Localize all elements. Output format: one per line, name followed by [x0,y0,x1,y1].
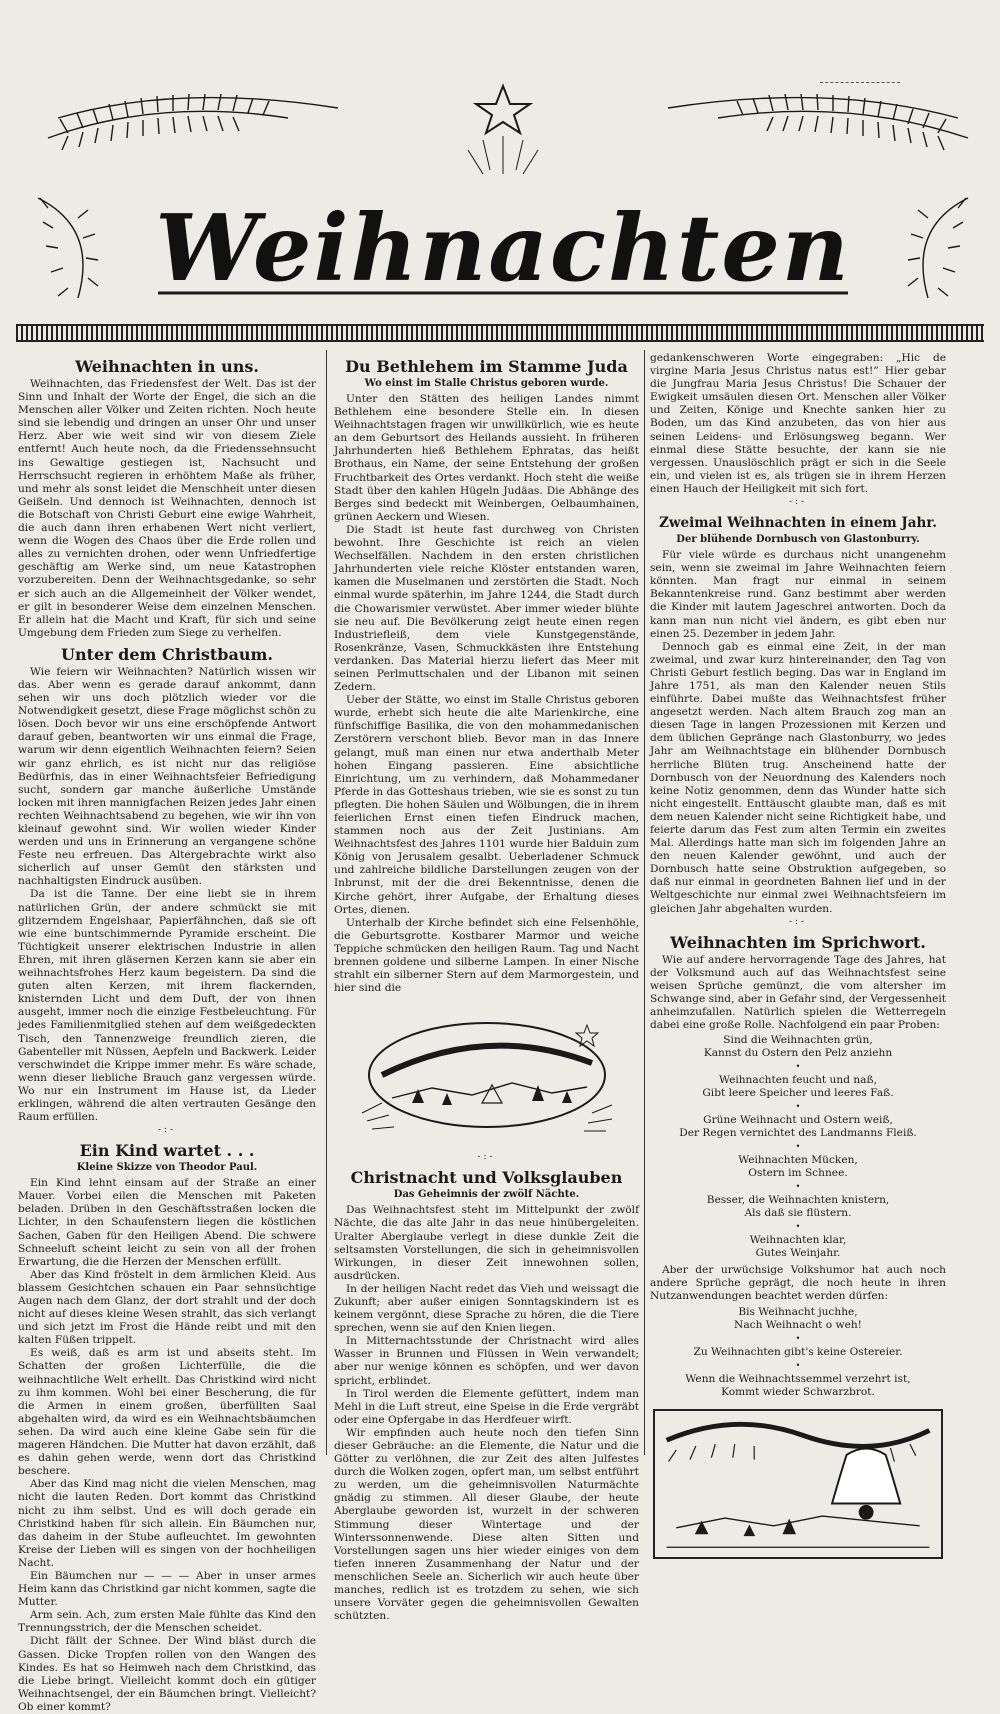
proverb [650,1034,946,1060]
winter-landscape-illustration [352,1003,622,1143]
proverb-line: Weihnachten Mücken, [738,1154,858,1167]
column-divider [326,350,327,1455]
proverb-line: Gutes Weinjahr. [755,1247,841,1260]
separator: -:- [157,1125,177,1136]
masthead [38,78,968,318]
proverb [650,1306,946,1332]
proverb [650,1234,946,1260]
separator: -:- [788,916,808,927]
proverb-line: Kommt wieder Schwarzbrot. [721,1385,875,1398]
article-paragraph: Wie auf andere hervorragende Tage des Jahres, hat der Volksmund auch auf das Weihnachtsfest seine weisen Sprüche gemünzt, die vom altersher im Schwange sind, aber in Gefahr sind, der Vergessenheit anheimzufallen. Natürlich spielen die Wetterregeln dabei eine große Rolle. Nachfolgend ein paar Proben: [650,953,946,1032]
article-paragraph: In Tirol werden die Elemente gefüttert, indem man Mehl in die Luft streut, eine Speise in die Erde vergräbt oder eine Opfergabe in das Herdfeuer wirft. [334,1387,639,1426]
proverb-line: Wenn die Weihnachtssemmel verzehrt ist, [685,1372,911,1385]
proverb-line: Grüne Weihnacht und Ostern weiß, [703,1114,893,1127]
bullet-dot: • [795,1333,801,1343]
masthead-title: Weihnachten [155,194,851,302]
ornamental-rule [16,324,984,342]
article-paragraph: Das Weihnachtsfest steht im Mittelpunkt der zwölf Nächte, die das alte Jahr in das neue hinübergeleiten. Uralter Aberglaube verlegt in diese dunkle Zeit die seltsamsten Vorstellungen, die sich in geheimnisvollen Wirkungen, in dieser Zeit innewohnen sollen, ausdrücken. [334,1204,639,1282]
article-title: Unter dem Christbaum. [61,644,273,664]
article-paragraph: Aber der urwüchsige Volkshumor hat auch noch andere Sprüche geprägt, die noch heute in ihren Nutzanwendungen beachtet werden dürfen: [650,1264,946,1303]
article-subtitle: Wo einst im Stalle Christus geboren wurde. [364,378,609,389]
article-title: Christnacht und Volksglauben [350,1168,623,1188]
article-title: Weihnachten in uns. [75,357,259,376]
article-paragraph: Dennoch gab es einmal eine Zeit, in der man zweimal, und zwar kurz hintereinander, den Tag von Christi Geburt festlich beging. Das war in England im Jahre 1751, als man den Kalender neuen Stils einführte. Dabei mußte das Weihnachtsfest früher angesetzt werden. Nach altem Brauch zog man an diesen Tage in langen Prozessionen mit Kerzen und dem üblichen Gepränge nach Glastonburry, wo jedes Jahr am Weihnachtstage ein blühender Dornbusch herrliche Blüten trug. Anscheinend hatte der Dornbusch von der Neuordnung des Kalenders noch keine Notiz genommen, denn das Wunder hatte sich nicht eingestellt. Enttäuscht glaubte man, daß es mit dem neuen Kalender nicht seine Richtigkeit habe, und feierte darum das Fest zum alten Termin ein zweites Mal. Allerdings hatte man sich im folgenden Jahre an den neuen Kalender gewöhnt, und auch der Dornbusch hatte seine Obstruktion aufgegeben, so daß nur einmal in geordneten Bahnen lief und in der Weltgeschichte nur einmal zwei Weihnachtsfeiern im gleichen Jahr abgehalten wurden. [650,640,946,915]
article-title: Ein Kind wartet . . . [79,1141,255,1161]
article-paragraph: Wie feiern wir Weihnachten? Natürlich wissen wir das. Aber wenn es gerade darauf ankommt, dann sehen wir uns doch plötzlich wieder vor die Notwendigkeit gesetzt, diese Frage möglichst schön zu lösen. Doch bevor wir uns eine erschöpfende Antwort darauf geben, beantworten wir uns einmal die Frage, warum wir denn eigentlich Weihnachten feiern? Seien wir ganz ehrlich, es ist nicht nur das religiöse Bedürfnis, das in einer Weihnachtsfeier Befriedigung sucht, sondern gar manche äußerliche Umstände locken mit ihren mannigfachen Reizen jedes Jahr einen rechten Weihnachtsabend zu begehen, wie wir ihn von kleinauf gewohnt sind. Wir wollen wieder Kinder werden und uns in Erinnerung an vergangene schöne Feste neu erfreuen. Das Altergebrachte wirkt also sicherlich auf unser Gemüt den stärksten und nachhaltigsten Eindruck ausüben. [18,665,316,888]
article-subtitle: Das Geheimnis der zwölf Nächte. [393,1189,580,1201]
proverb-line: Bis Weihnacht juchhe, [738,1305,858,1318]
proverb-line: Sind die Weihnachten grün, [723,1034,873,1047]
bullet-dot: • [795,1102,801,1112]
proverb-line: Als daß sie flüstern. [744,1207,852,1220]
proverb [650,1194,946,1220]
article-paragraph: Unter den Stätten des heiligen Landes nimmt Bethlehem eine besondere Stelle ein. In diesen Weihnachtstagen fragen wir unwillkürlich, wie es heute an dem Geburtsort des Heilands aussieht. In früheren Jahrhunderten hieß Bethlehem Ephratas, das heißt Brothaus, ein Name, der seine Entstehung der großen Fruchtbarkeit des Ortes verdankt. Hoch steht die weiße Stadt über den kahlen Hügeln Judäas. Die Abhänge des Berges sind bedeckt mit Weinbergen, Oelbaumhainen, grünen Aeckern und Wiesen. [334,393,639,523]
article-title: Zweimal Weihnachten in einem Jahr. [659,515,937,532]
article-paragraph: In Mitternachtsstunde der Christnacht wird alles Wasser in Brunnen und Flüssen in Wein verwandelt; aber nur wenige können es schöpfen, und wer davon spricht, erblindet. [334,1335,639,1387]
proverb-line: Besser, die Weihnachten knistern, [706,1194,890,1207]
proverb-line: Weihnachten klar, [749,1234,847,1247]
proverb-line: Gibt leere Speicher und leeres Faß. [702,1087,894,1100]
proverb-line: Zu Weihnachten gibt's keine Ostereier. [693,1345,903,1358]
article-subtitle: Kleine Skizze von Theodor Paul. [76,1162,258,1174]
article-paragraph: In der heiligen Nacht redet das Vieh und weissagt die Zukunft; aber außer einigen Sonntagskindern ist es keinem vergönnt, diese Sprache zu hören, die die Tiere sprechen, wenn sie auf den Knien liegen. [334,1282,639,1335]
separator: -:- [477,1152,496,1163]
article-paragraph: Da ist die Tanne. Der eine liebt sie in ihrem natürlichen Grün, der andere schmückt sie mit glitzerndem Engelshaar, Papierfähnchen, daß sie oft wie eine buntschimmernde Pyramide erscheint. Die Tüchtigkeit unserer elektrischen Industrie in allen Ehren, mit ihren gläsernen Kerzen kann sie aber ein weihnachtsfrohes Herz kaum begeistern. Da sind die guten alten Kerzen, mit ihrem flackernden, knisternden Licht und dem Duft, der von ihnen ausgeht, immer noch die einzige Festbeleuchtung. Für jedes Familienmitglied stehen auf dem weißgedeckten Tisch, den Tannenzweige freundlich zieren, die Gabenteller mit Nüssen, Aepfeln und Backwerk. Leider verschwindet die Krippe immer mehr. Es wäre schade, wenn dieser liebliche Brauch ganz vergessen würde. Wo nur ein Instrument im Hause ist, da Lieder erklingen, während die alten vertrauten Gesänge den Raum erfüllen. [18,888,316,1124]
bullet-dot: • [795,1182,801,1192]
column-3 [650,352,946,1452]
article-title: Du Bethlehem im Stamme Juda [345,357,628,376]
article-title: Weihnachten im Sprichwort. [670,932,926,952]
proverb-line: Kannst du Ostern den Pelz anziehn [703,1047,893,1060]
article-paragraph: Ueber der Stätte, wo einst im Stalle Christus geboren wurde, erhebt sich heute die alte Marienkirche, eine fünfschiffige Basilika, die von den mohammedanischen Zerstörern verschont blieb. Bevor man in das Innere gelangt, muß man einen nur etwa anderthalb Meter hohen Eingang passieren. Eine absichtliche Einrichtung, um zu verhindern, daß Mohammedaner Pferde in das Gotteshaus trieben, wie sie es sonst zu tun pflegten. Die hohen Säulen und Wölbungen, die in ihrem feierlichen Ernst einen tiefen Eindruck machen, stammen noch aus der Zeit Justinians. Am Weihnachtsfest des Jahres 1101 wurde hier Balduin zum König von Jerusalem gesalbt. Ueberladener Schmuck und zahlreiche bildliche Darstellungen zeugen von der Inbrunst, mit der die drei Bekenntnisse, denen die Kirche gehört, ihrer Aufgabe, der Erhaltung dieses Ortes, dienen. [334,694,639,916]
proverb [650,1373,946,1399]
article-paragraph: Weihnachten, das Friedensfest der Welt. Das ist der Sinn und Inhalt der Worte der Engel, die sich an die Menschen aller Völker und Zeiten richten. Noch heute sind sie lebendig und dringen an unser Ohr und unser Herz. Aber wie weit sind wir von diesem Ziele entfernt! Auch heute noch, da die Friedenssehnsucht ins Gewaltige gestiegen ist, Nachsucht und Herrschsucht regieren in erhöhtem Maße als früher, und mehr als sonst leidet die Menschheit unter diesen Geißeln. Und dennoch ist Weihnachten, dennoch ist die Botschaft von Christi Geburt eine ewige Wahrheit, die auch dann ihren erhabenen Wert nicht verliert, wenn die Wogen des Chaos über die Erde rollen und alles zu vernichten drohen, oder wenn Unfriedfertige geschäftig am Werke sind, um neue Katastrophen vorzubereiten. Denn der Weihnachtsgedanke, so sehr er sich auch an die Allgemeinheit der Völker wendet, er gilt in besonderer Weise dem einzelnen Menschen. Er allein hat die Macht und Kraft, für sich und seine Umgebung dem Frieden zum Siege zu verhelfen. [18,378,316,639]
bullet-dot: • [795,1062,801,1072]
article-subtitle: Der blühende Dornbusch von Glastonburry. [676,534,920,546]
proverb-line: Weihnachten feucht und naß, [719,1074,877,1087]
bell-illustration [653,1409,943,1559]
proverb-line: Nach Weihnacht o weh! [734,1318,862,1331]
proverb [650,1114,946,1140]
bullet-dot: • [795,1360,801,1370]
column-divider [644,350,645,1455]
article-paragraph: Die Stadt ist heute fast durchweg von Christen bewohnt. Ihre Geschichte ist reich an vielen Wechselfällen. Nachdem in den ersten christlichen Jahrhunderten viele reiche Klöster entstanden waren, kamen die Muselmanen und zerstörten die Stadt. Noch einmal wurde späterhin, im Jahre 1244, die Stadt durch die Chowarismier verwüstet. Aber immer wieder blühte sie neu auf. Die Bevölkerung zeigt heute einen regen Industriefleiß, dem viele Kunstgegenstände, Rosenkränze, Vasen, Schmuckkästen ihre Entstehung verdanken. Das Material hierzu liefert das Meer mit seinen Perlmuttschalen und der Libanon mit seinen Zedern. [334,523,639,694]
proverb [650,1074,946,1100]
separator: -:- [788,497,808,508]
article-paragraph: Arm sein. Ach, zum ersten Male fühlte das Kind den Trennungsstrich, der die Menschen scheidet. [18,1609,316,1635]
proverb [650,1154,946,1180]
proverb [650,1346,946,1359]
article-paragraph: Unterhalb der Kirche befindet sich eine Felsenhöhle, die Geburtsgrotte. Kostbarer Marmor und weiche Teppiche schmücken den heiligen Raum. Tag und Nacht brennen goldene und silberne Lampen. In einer Nische strahlt ein silberner Stern auf dem Marmorgestein, und hier sind die [334,916,639,995]
proverb-line: Der Regen vernichtet des Landmanns Fleiß. [679,1127,917,1140]
column-2 [334,352,639,1623]
article-paragraph: Für viele würde es durchaus nicht unangenehm sein, wenn sie zweimal im Jahre Weihnachten feiern könnten. Man fragt nur einmal in seinem Bekanntenkreise rund. Ganz bestimmt aber werden die Kinder mit lautem Jageschrei antworten. Doch da kann man nun nicht viel ändern, es gibt eben nur einen 25. Dezember in jedem Jahr. [650,549,946,640]
article-paragraph: Aber das Kind mag nicht die vielen Menschen, mag nicht die lauten Reden. Dort kommt das Christkind nicht zu ihm selbst. Und es will doch gerade ein Christkind haben für sich allein. Ein Bäumchen nur, das daheim in der Stube aufleuchtet. Im gewohnten Kreise der Lieben will es singen von der hochheiligen Nacht. [18,1478,316,1569]
article-paragraph: Es weiß, daß es arm ist und abseits steht. Im Schatten der großen Lichterfülle, die die weihnachtliche Welt erhellt. Das Christkind wird nicht zu ihm kommen. Wohl bei einer Bescherung, die für die Armen in einem großen, überfüllten Saal abgehalten wird, da wird es ein Weihnachtsbäumchen sehen. Da wird auch eine kleine Gabe sein für die mageren Händchen. Die Mutter hat davon erzählt, daß es dahin gehen werde, wenn dort das Christkind beschere. [18,1347,316,1478]
article-paragraph: Dicht fällt der Schnee. Der Wind bläst durch die Gassen. Dicke Tropfen rollen von den Wangen des Kindes. Es hat so Heimweh nach dem Christkind, das die Liebe bringt. Vielleicht kommt doch ein gütiger Weihnachtsengel, der ein Bäumchen bringt. Vielleicht? Ob einer kommt? [18,1635,316,1713]
bullet-dot: • [795,1142,801,1152]
article-paragraph: gedankenschweren Worte eingegraben: „Hic de virgine Maria Jesus Christus natus est!” Hier gebar die Jungfrau Maria Jesus Christus! Die Schauer der Ewigkeit umsäulen diesen Ort. Menschen aller Völker und Zeiten, Könige und Knechte sanken hier zu Boden, um das Kind anzubeten, das von hier aus seinen Leidens- und Erlösungsweg begann. Wer einmal diese Stätte besuchte, der kann sie nie vergessen. Unauslöschlich prägt er sich in die Seele ein, und vielen ist es, als trügen sie in ihrem Herzen einen Hauch der Heiligkeit mit sich fort. [650,352,946,495]
column-1 [18,352,316,1713]
article-paragraph: Aber das Kind fröstelt in dem ärmlichen Kleid. Aus blassem Gesichtchen schauen ein Paar sehnsüchtige Augen nach dem Glanz, der dort strahlt und der doch nicht auf dieses kleine Wesen strahlt, das sich verlangt und sich jetzt im Frost die Hände reibt und mit den kalten Füßen trippelt. [18,1268,316,1347]
article-paragraph: Ein Kind lehnt einsam auf der Straße an einer Mauer. Vorbei eilen die Menschen mit Paketen beladen. Drüben in den Geschäftsstraßen locken die Lichter, in den Schaufenstern liegen die köstlichen Sachen, Gaben für den Heiligen Abend. Die schwere Schneeluft scheint leicht zu sein von all der frohen Erwartung, die die Herzen der Menschen erfüllt. [18,1177,316,1268]
proverb-line: Ostern im Schnee. [748,1167,848,1180]
article-paragraph: Ein Bäumchen nur — — — Aber in unser armes Heim kann das Christkind gar nicht kommen, sagte die Mutter. [18,1569,316,1609]
bullet-dot: • [795,1222,801,1232]
article-paragraph: Wir empfinden auch heute noch den tiefen Sinn dieser Gebräuche: an die Elemente, die Natur und die Götter zu verlöhnen, die zur Zeit des alten Julfestes durch die Wolken zogen, opfert man, um selbst entführt zu werden, um die geheimnisvollen Naturmächte gnädig zu stimmen. All dieser Glaube, der heute Aberglaube geworden ist, wurzelt in der schweren Stimmung dieser Wintertage und der Winterssonnenwende. Diese alten Sitten und Vorstellungen sagen uns hier wieder einiges von dem tiefen inneren Zusammenhang der Natur und der menschlichen Seele an. Sicherlich wir auch heute über manches, redlich ist es trotzdem zu sehen, wie sich unsere Vorväter gegen die geheimnisvollen Gewalten schützten. [334,1426,639,1623]
